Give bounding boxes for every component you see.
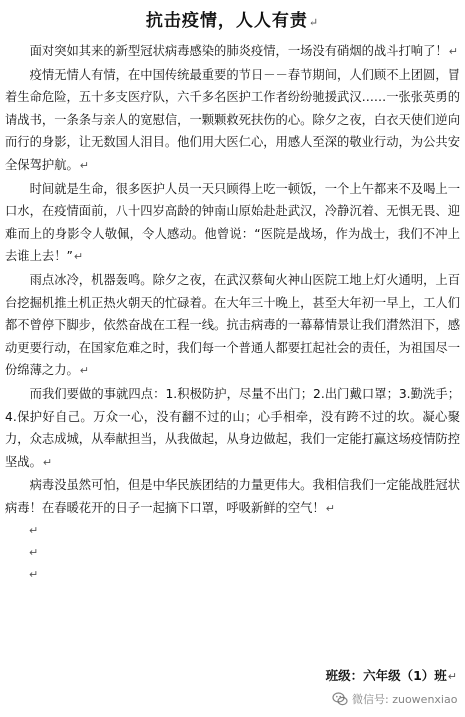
paragraph-mark-icon: ↵: [79, 364, 90, 378]
empty-paragraph: [5, 542, 460, 564]
paragraph-mark-icon: ↵: [29, 524, 39, 538]
paragraph-mark-icon: ↵: [73, 250, 84, 264]
paragraph: [5, 64, 460, 178]
paragraph-mark-icon: ↵: [29, 546, 39, 560]
title-text: 抗击疫情，人人有责: [145, 11, 308, 31]
paragraph-mark-icon: ↵: [29, 568, 39, 582]
paragraph: [5, 178, 460, 269]
paragraph-mark-icon: ↵: [308, 16, 320, 29]
paragraph-mark-icon: ↵: [79, 158, 90, 172]
paragraph-text: 雨点冰冷，机器轰鸣。除夕之夜，在武汉蔡甸火神山医院工地上灯火通明，上百台挖掘机推土机正热火朝天的忙碌着。在大年三十晚上，甚至大年初一早上，工人们都不曾停下脚步，依然奋战在工程一线。抗击病毒的一幕幕情景让我们潸然泪下，感动更要行动，在国家危难之时，我们每一个普通人都要扛起社会的责任，为祖国尽一份绵薄之力。: [5, 272, 460, 378]
paragraph-mark-icon: ↵: [42, 455, 53, 469]
class-signature: [326, 666, 457, 687]
paragraph-mark-icon: ↵: [325, 501, 335, 515]
paragraph-mark-icon: ↵: [448, 45, 458, 58]
paragraph-text: 疫情无情人有情，在中国传统最重要的节日－－春节期间，人们顾不上团圆，冒着生命危险，五十多支医疗队，六千多名医护工作者纷纷驰援武汉……一张张英勇的请战书，一条条与亲人的宽慰信，一颗颗救死扶伤的心。除夕之夜，白衣天使们逆向而行的身影，让无数国人泪目。他们用大医仁心，用感人至深的敬业行动，为公共安全保驾护航。: [5, 67, 460, 172]
signature-text: 班级：六年级（1）班: [325, 668, 447, 683]
paragraph: [5, 269, 460, 383]
paragraph-text: 面对突如其来的新型冠状病毒感染的肺炎疫情，一场没有硝烟的战斗打响了！: [29, 44, 448, 58]
wechat-watermark: [332, 688, 462, 710]
paragraph: [5, 40, 460, 64]
document-body: [5, 40, 460, 586]
paragraph-text: 病毒没虽然可怕，但是中华民族团结的力量更伟大。我相信我们一定能战胜冠状病毒！在春暖花开的日子一起摘下口罩，呼吸新鲜的空气！: [5, 478, 460, 515]
paragraph: [5, 474, 460, 520]
watermark-text: 微信号: zuowenxiao: [352, 693, 458, 706]
paragraph-text: 时间就是生命，很多医护人员一天只顾得上吃一顿饭，一个上午都来不及喝上一口水，在疫情面前，八十四岁高龄的钟南山原始赴赴武汉，冷静沉着、无惧无畏、迎难而上的身影令人敬佩，令人感动。他曾说：“医院是战场，作为战士，我们不冲上去谁上去！”: [5, 181, 460, 264]
paragraph: [5, 383, 460, 474]
wechat-icon: [332, 691, 348, 707]
paragraph-mark-icon: ↵: [447, 670, 457, 683]
empty-paragraph: [5, 564, 460, 586]
document-title: [0, 9, 465, 35]
paragraph-text: 而我们要做的事就四点：1.积极防护，尽量不出门；2.出门戴口罩；3.勤洗手；4.保护好自己。万众一心，没有翻不过的山；心手相牵，没有跨不过的坎。凝心聚力，众志成城，从奉献担当，从我做起，从身边做起，我们一定能打赢这场疫情防控坚战。: [5, 386, 460, 469]
empty-paragraph: [5, 520, 460, 542]
